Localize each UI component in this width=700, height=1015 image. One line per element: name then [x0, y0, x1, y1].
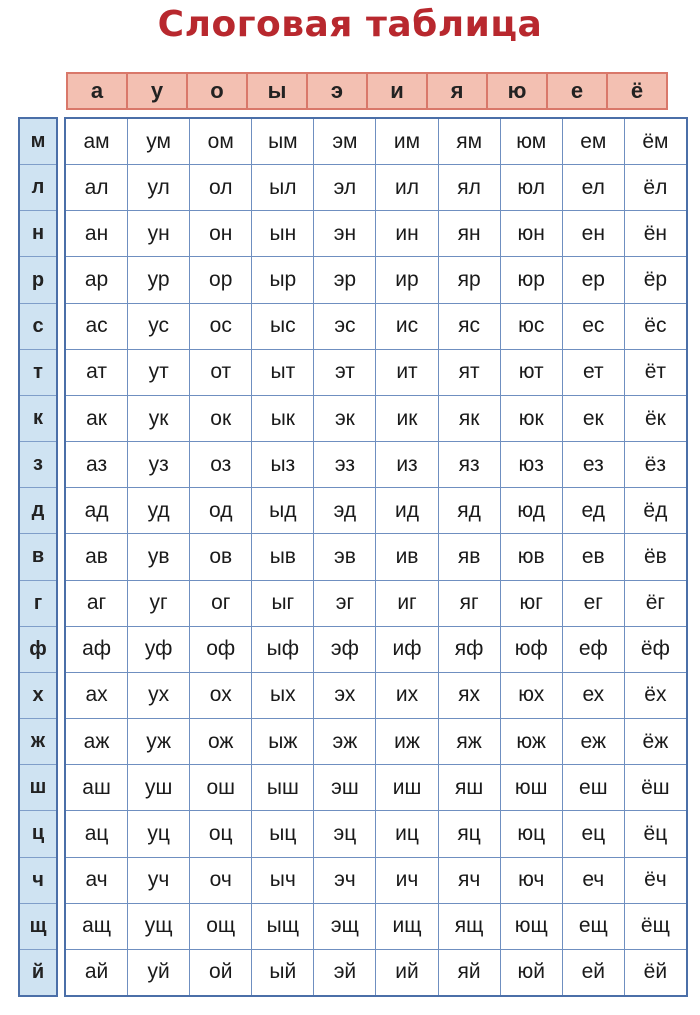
table-row: [66, 903, 686, 949]
syllable-cell: еч: [562, 858, 624, 903]
syllable-cell: эт: [313, 350, 375, 395]
syllable-cell: ош: [189, 765, 251, 810]
vowel-header-cell: ю: [486, 72, 548, 110]
syllable-cell: от: [189, 350, 251, 395]
syllable-cell: ос: [189, 304, 251, 349]
syllable-cell: ёщ: [624, 904, 686, 949]
syllable-cell: яг: [438, 581, 500, 626]
syllable-cell: ют: [500, 350, 562, 395]
syllable-cell: ён: [624, 211, 686, 256]
table-row: [66, 164, 686, 210]
syllable-cell: ез: [562, 442, 624, 487]
syllable-cell: ых: [251, 673, 313, 718]
table-row: [66, 718, 686, 764]
syllable-cell: ыл: [251, 165, 313, 210]
syllable-cell: як: [438, 396, 500, 441]
syllable-cell: юг: [500, 581, 562, 626]
syllable-cell: ощ: [189, 904, 251, 949]
syllable-cell: ёй: [624, 950, 686, 995]
syllable-cell: ял: [438, 165, 500, 210]
table-row: [66, 487, 686, 533]
syllable-cell: ал: [84, 175, 109, 199]
syllable-cell: ёс: [624, 304, 686, 349]
syllable-cell: ыг: [251, 581, 313, 626]
table-row: [66, 949, 686, 995]
syllable-cell: ам: [83, 129, 110, 153]
syllable-cell: аж: [83, 729, 110, 753]
syllable-cell: юш: [500, 765, 562, 810]
syllable-cell: эз: [313, 442, 375, 487]
syllable-cell: юн: [500, 211, 562, 256]
syllable-cell: ёш: [624, 765, 686, 810]
consonant-cell: з: [20, 441, 56, 487]
syllable-cell: ыз: [251, 442, 313, 487]
vowel-header-cell: э: [306, 72, 368, 110]
syllable-cell: иш: [375, 765, 437, 810]
table-row: [66, 210, 686, 256]
syllable-cell: ур: [127, 257, 189, 302]
syllable-cell: уц: [127, 811, 189, 856]
syllable-cell: юх: [500, 673, 562, 718]
vowel-header-cell: и: [366, 72, 428, 110]
consonant-cell: х: [20, 672, 56, 718]
syllable-cell: ёж: [624, 719, 686, 764]
syllable-cell: ёк: [624, 396, 686, 441]
syllable-cell: яй: [438, 950, 500, 995]
syllable-cell: ид: [375, 488, 437, 533]
syllable-cell: яз: [438, 442, 500, 487]
consonant-cell: м: [30, 130, 46, 153]
syllable-cell: ел: [562, 165, 624, 210]
syllable-cell: уд: [127, 488, 189, 533]
syllable-cell: эф: [313, 627, 375, 672]
syllable-cell: эц: [313, 811, 375, 856]
syllable-cell: ив: [375, 534, 437, 579]
syllable-cell: ик: [375, 396, 437, 441]
syllable-cell: иц: [375, 811, 437, 856]
syllable-cell: ин: [375, 211, 437, 256]
syllable-cell: уш: [127, 765, 189, 810]
syllable-cell: ык: [251, 396, 313, 441]
syllable-cell: ыш: [251, 765, 313, 810]
syllable-cell: еф: [562, 627, 624, 672]
consonant-cell: в: [20, 533, 56, 579]
syllable-cell: ой: [189, 950, 251, 995]
syllable-cell: ит: [375, 350, 437, 395]
vowel-header-cell: у: [126, 72, 188, 110]
syllable-cell: им: [375, 119, 437, 164]
syllable-cell: яц: [438, 811, 500, 856]
syllable-cell: ох: [189, 673, 251, 718]
syllable-cell: юф: [500, 627, 562, 672]
consonant-cell: г: [20, 580, 56, 626]
table-row: [66, 303, 686, 349]
syllable-cell: эч: [313, 858, 375, 903]
syllable-cell: ыв: [251, 534, 313, 579]
syllable-cell: ац: [84, 821, 109, 845]
syllable-cell: ир: [375, 257, 437, 302]
syllable-cell: ыж: [251, 719, 313, 764]
syllable-cell: уж: [127, 719, 189, 764]
syllable-cell: ог: [189, 581, 251, 626]
syllable-cell: ат: [86, 360, 107, 384]
syllable-cell: яч: [438, 858, 500, 903]
consonant-cell: ц: [20, 810, 56, 856]
consonant-cell: к: [20, 395, 56, 441]
syllable-cell: эк: [313, 396, 375, 441]
syllable-cell: ёц: [624, 811, 686, 856]
syllable-cell: юй: [500, 950, 562, 995]
syllable-cell: ав: [85, 544, 108, 568]
syllable-cell: ущ: [127, 904, 189, 949]
consonant-cell: ш: [20, 764, 56, 810]
syllable-cell: эв: [313, 534, 375, 579]
syllable-cell: юз: [500, 442, 562, 487]
syllable-cell: ыс: [251, 304, 313, 349]
syllable-cell: ыч: [251, 858, 313, 903]
consonant-cell: н: [20, 210, 56, 256]
syllable-cell: ед: [562, 488, 624, 533]
syllable-cell: ыц: [251, 811, 313, 856]
syllable-grid: [64, 117, 688, 997]
syllable-cell: од: [189, 488, 251, 533]
syllable-cell: уф: [127, 627, 189, 672]
table-row: [66, 349, 686, 395]
syllable-cell: ыт: [251, 350, 313, 395]
syllable-cell: ыщ: [251, 904, 313, 949]
syllable-cell: эс: [313, 304, 375, 349]
syllable-cell: ов: [189, 534, 251, 579]
syllable-cell: юв: [500, 534, 562, 579]
syllable-cell: ёз: [624, 442, 686, 487]
syllable-cell: уч: [127, 858, 189, 903]
syllable-cell: эр: [313, 257, 375, 302]
syllable-cell: аг: [86, 591, 107, 615]
syllable-cell: он: [189, 211, 251, 256]
syllable-cell: ув: [127, 534, 189, 579]
syllable-cell: ым: [251, 119, 313, 164]
syllable-cell: эщ: [313, 904, 375, 949]
syllable-cell: эн: [313, 211, 375, 256]
syllable-cell: ыд: [251, 488, 313, 533]
syllable-cell: ич: [375, 858, 437, 903]
vowel-header-cell: е: [546, 72, 608, 110]
syllable-cell: оз: [189, 442, 251, 487]
syllable-cell: ящ: [438, 904, 500, 949]
syllable-cell: эд: [313, 488, 375, 533]
syllable-cell: ёд: [624, 488, 686, 533]
syllable-cell: юч: [500, 858, 562, 903]
syllable-cell: ай: [84, 960, 109, 984]
syllable-cell: эж: [313, 719, 375, 764]
syllable-cell: оч: [189, 858, 251, 903]
syllable-cell: ыр: [251, 257, 313, 302]
syllable-cell: ях: [438, 673, 500, 718]
syllable-cell: ул: [127, 165, 189, 210]
syllable-cell: иг: [375, 581, 437, 626]
syllable-cell: ёф: [624, 627, 686, 672]
syllable-cell: ят: [438, 350, 500, 395]
syllable-cell: ас: [85, 314, 108, 338]
syllable-cell: ар: [84, 268, 109, 292]
syllable-cell: ож: [189, 719, 251, 764]
syllable-cell: аз: [86, 452, 108, 476]
syllable-cell: ян: [438, 211, 500, 256]
syllable-cell: из: [375, 442, 437, 487]
syllable-cell: ащ: [82, 914, 112, 938]
syllable-cell: ом: [189, 119, 251, 164]
syllable-cell: ум: [127, 119, 189, 164]
consonant-cell: ф: [20, 626, 56, 672]
syllable-cell: юк: [500, 396, 562, 441]
consonant-cell: л: [20, 164, 56, 210]
table-row: [66, 810, 686, 856]
syllable-cell: ок: [189, 396, 251, 441]
syllable-cell: ёр: [624, 257, 686, 302]
syllable-cell: ук: [127, 396, 189, 441]
syllable-cell: еж: [562, 719, 624, 764]
syllable-cell: их: [375, 673, 437, 718]
syllable-cell: ещ: [562, 904, 624, 949]
syllable-cell: ан: [84, 221, 109, 245]
syllable-cell: ец: [562, 811, 624, 856]
syllable-cell: ёх: [624, 673, 686, 718]
syllable-cell: ын: [251, 211, 313, 256]
syllable-cell: ек: [562, 396, 624, 441]
syllable-cell: ям: [438, 119, 500, 164]
consonant-cell: ж: [20, 718, 56, 764]
table-row: [66, 764, 686, 810]
vowel-header-cell: ы: [246, 72, 308, 110]
syllable-cell: эг: [313, 581, 375, 626]
consonant-column: [18, 117, 58, 997]
syllable-cell: юж: [500, 719, 562, 764]
syllable-cell: ёв: [624, 534, 686, 579]
syllable-cell: юм: [500, 119, 562, 164]
syllable-cell: яр: [438, 257, 500, 302]
syllable-cell: яш: [438, 765, 500, 810]
table-row: [66, 857, 686, 903]
syllable-cell: ил: [375, 165, 437, 210]
syllable-cell: ор: [189, 257, 251, 302]
page-title: Слоговая таблица: [157, 4, 543, 45]
syllable-cell: ис: [375, 304, 437, 349]
syllable-cell: эм: [313, 119, 375, 164]
syllable-cell: ыф: [251, 627, 313, 672]
vowel-header-cell: я: [426, 72, 488, 110]
syllable-cell: ем: [562, 119, 624, 164]
syllable-cell: аф: [82, 637, 112, 661]
syllable-cell: яс: [438, 304, 500, 349]
syllable-cell: иж: [375, 719, 437, 764]
syllable-cell: яф: [438, 627, 500, 672]
table-row: [66, 256, 686, 302]
syllable-cell: еш: [562, 765, 624, 810]
syllable-cell: эх: [313, 673, 375, 718]
consonant-cell: щ: [20, 903, 56, 949]
table-row: [66, 580, 686, 626]
table-row: [66, 119, 686, 164]
syllable-cell: ух: [127, 673, 189, 718]
syllable-cell: ес: [562, 304, 624, 349]
table-row: [66, 395, 686, 441]
vowel-header-cell: о: [186, 72, 248, 110]
syllable-cell: ём: [624, 119, 686, 164]
syllable-cell: ый: [251, 950, 313, 995]
syllable-cell: ун: [127, 211, 189, 256]
syllable-cell: иф: [375, 627, 437, 672]
syllable-cell: уз: [127, 442, 189, 487]
syllable-cell: уй: [127, 950, 189, 995]
table-row: [66, 533, 686, 579]
consonant-cell: т: [20, 349, 56, 395]
syllable-cell: ег: [562, 581, 624, 626]
syllable-cell: ей: [562, 950, 624, 995]
syllable-cell: ол: [189, 165, 251, 210]
syllable-cell: ищ: [375, 904, 437, 949]
syllable-cell: юд: [500, 488, 562, 533]
syllable-cell: яд: [438, 488, 500, 533]
syllable-cell: ач: [85, 868, 108, 892]
table-row: [66, 441, 686, 487]
syllable-cell: юц: [500, 811, 562, 856]
consonant-cell: д: [20, 487, 56, 533]
syllable-cell: ен: [562, 211, 624, 256]
syllable-cell: ак: [86, 406, 107, 430]
syllable-cell: ёт: [624, 350, 686, 395]
syllable-cell: ев: [562, 534, 624, 579]
syllable-cell: ах: [85, 683, 108, 707]
syllable-cell: ет: [562, 350, 624, 395]
syllable-cell: ер: [562, 257, 624, 302]
syllable-cell: ус: [127, 304, 189, 349]
syllable-cell: аш: [82, 775, 111, 799]
syllable-cell: эл: [313, 165, 375, 210]
consonant-cell: р: [20, 256, 56, 302]
syllable-cell: ёг: [624, 581, 686, 626]
consonant-cell: й: [20, 949, 56, 995]
syllable-cell: оц: [189, 811, 251, 856]
syllable-cell: ий: [375, 950, 437, 995]
syllable-cell: эш: [313, 765, 375, 810]
syllable-cell: яж: [438, 719, 500, 764]
syllable-cell: эй: [313, 950, 375, 995]
syllable-cell: уг: [127, 581, 189, 626]
syllable-cell: ех: [562, 673, 624, 718]
syllable-cell: яв: [438, 534, 500, 579]
vowel-header-cell: ё: [606, 72, 668, 110]
syllable-cell: ут: [127, 350, 189, 395]
vowel-header-cell: а: [66, 72, 128, 110]
vowel-header-row: [66, 72, 686, 110]
syllable-cell: ёл: [624, 165, 686, 210]
syllable-cell: ющ: [500, 904, 562, 949]
syllable-cell: юс: [500, 304, 562, 349]
syllable-cell: оф: [189, 627, 251, 672]
syllable-cell: юл: [500, 165, 562, 210]
consonant-cell: ч: [20, 857, 56, 903]
syllable-cell: ёч: [624, 858, 686, 903]
syllable-cell: юр: [500, 257, 562, 302]
consonant-cell: с: [20, 303, 56, 349]
table-row: [66, 626, 686, 672]
table-row: [66, 672, 686, 718]
syllable-cell: ад: [84, 498, 109, 522]
